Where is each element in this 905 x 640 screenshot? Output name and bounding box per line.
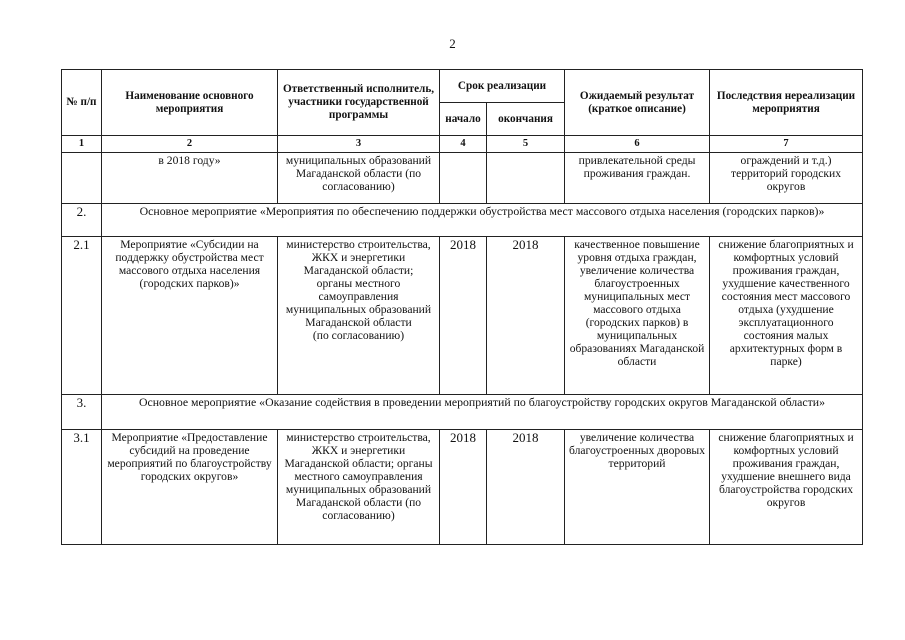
table-row	[62, 430, 863, 545]
header-result: Ожидаемый результат (краткое описание)	[565, 70, 710, 136]
section-number: 2.	[62, 204, 102, 237]
section-row	[62, 395, 863, 430]
header-end: окончания	[487, 103, 565, 136]
measure-executor: муниципальных образований Магаданской области (по согласованию)	[278, 153, 440, 204]
column-numbers-row	[62, 136, 863, 153]
section-title: Основное мероприятие «Оказание содействия в проведении мероприятий по благоустройству городских округов Магаданской области»	[102, 395, 863, 430]
measure-start	[440, 153, 487, 204]
column-number: 6	[565, 136, 710, 153]
column-number: 3	[278, 136, 440, 153]
table-row	[62, 153, 863, 204]
header-name: Наименование основного мероприятия	[102, 70, 278, 136]
header-executor: Ответственный исполнитель, участники государственной программы	[278, 70, 440, 136]
measure-end: 2018	[487, 430, 565, 545]
section-number: 3.	[62, 395, 102, 430]
executor-line: (по согласованию)	[312, 329, 405, 342]
section-row	[62, 204, 863, 237]
executor-line: органы местного самоуправления муниципальных образований Магаданской области	[285, 277, 432, 329]
row-number: 2.1	[62, 237, 102, 395]
column-number: 2	[102, 136, 278, 153]
measure-consequences: снижение благоприятных и комфортных условий проживания граждан, ухудшение внешнего вида благоустройства городских округов	[710, 430, 863, 545]
header-row	[62, 70, 863, 103]
measure-end	[487, 153, 565, 204]
measure-result: привлекательной среды проживания граждан.	[565, 153, 710, 204]
measure-result: увеличение количества благоустроенных дворовых территорий	[565, 430, 710, 545]
measure-name: в 2018 году»	[102, 153, 278, 204]
header-consequences: Последствия нереализации мероприятия	[710, 70, 863, 136]
measure-end: 2018	[487, 237, 565, 395]
row-number: 3.1	[62, 430, 102, 545]
measure-result: качественное повышение уровня отдыха граждан, увеличение количества благоустроенных муниципальных мест массового отдыха (городских парков) в муниципальных образованиях Магаданской области	[565, 237, 710, 395]
measure-name: Мероприятие «Предоставление субсидий на проведение мероприятий по благоустройству городских округов»	[102, 430, 278, 545]
measure-name: Мероприятие «Субсидии на поддержку обустройства мест массового отдыха населения (городских парков)»	[102, 237, 278, 395]
column-number: 5	[487, 136, 565, 153]
measure-consequences: снижение благоприятных и комфортных условий проживания граждан, ухудшение качественного состояния мест массового отдыха (ухудшение эксплуатационного состояния малых архитектурных форм в парке)	[710, 237, 863, 395]
program-measures-table	[61, 69, 863, 545]
column-number: 7	[710, 136, 863, 153]
measure-start: 2018	[440, 237, 487, 395]
measure-consequences: ограждений и т.д.) территорий городских округов	[710, 153, 863, 204]
page-number: 2	[449, 36, 456, 51]
header-num: № п/п	[62, 70, 102, 136]
measure-executor	[278, 237, 440, 395]
header-start: начало	[440, 103, 487, 136]
executor-line: министерство строительства, ЖКХ и энергетики Магаданской области;	[286, 238, 431, 277]
row-number	[62, 153, 102, 204]
table-row	[62, 237, 863, 395]
section-title: Основное мероприятие «Мероприятия по обеспечению поддержки обустройства мест массового отдыха населения (городских парков)»	[102, 204, 863, 237]
measure-start: 2018	[440, 430, 487, 545]
header-period: Срок реализации	[440, 70, 565, 103]
measure-executor: министерство строительства, ЖКХ и энергетики Магаданской области; органы местного самоуправления муниципальных образований Магаданской области (по согласованию)	[278, 430, 440, 545]
column-number: 4	[440, 136, 487, 153]
column-number: 1	[62, 136, 102, 153]
